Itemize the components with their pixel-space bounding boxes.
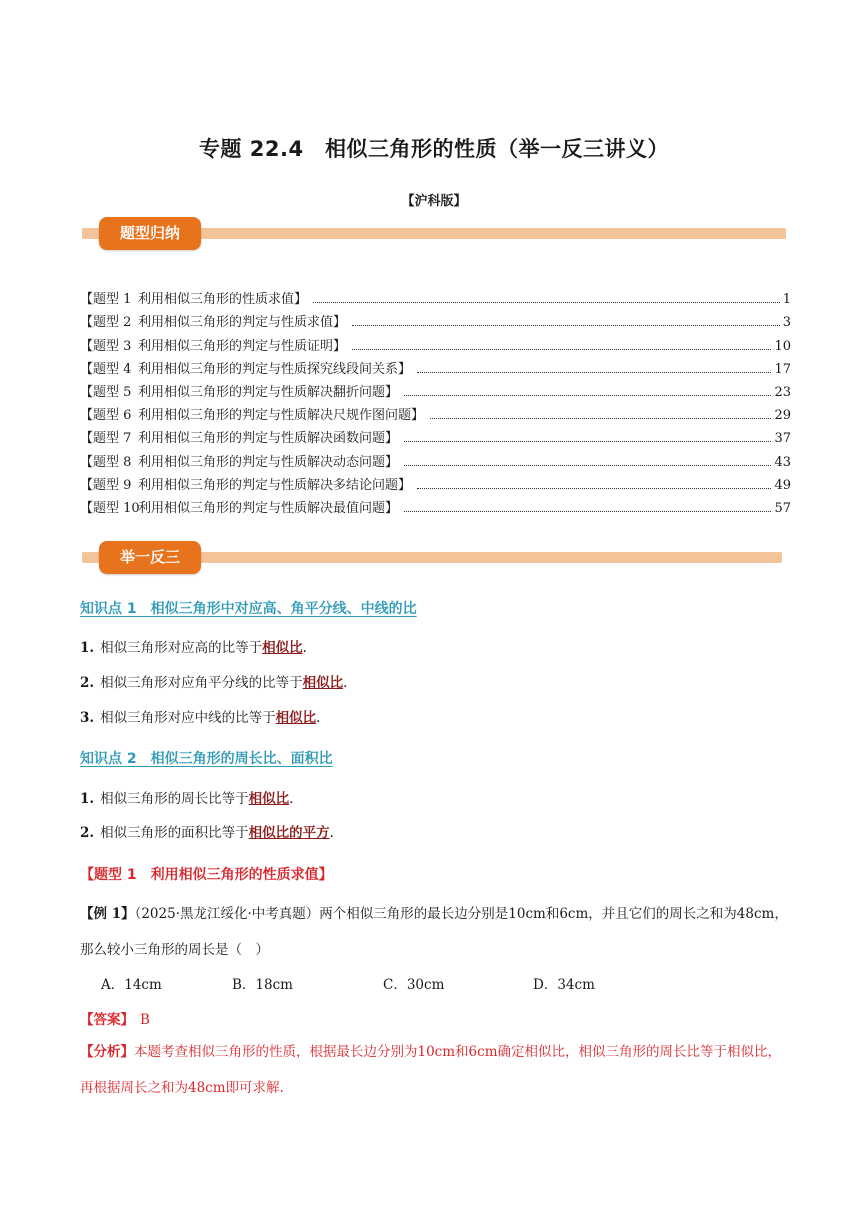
toc-entry[interactable] xyxy=(80,423,791,446)
section-tag-practice: 举一反三 xyxy=(99,541,201,574)
knowledge1-item-1 xyxy=(80,636,307,656)
toc-leader-dots xyxy=(352,339,771,350)
edition-label: 【沪科版】 xyxy=(401,194,467,209)
item-answer: 相似比 xyxy=(302,675,344,691)
toc-leader-dots xyxy=(417,478,771,489)
toc-entry-page: 3 xyxy=(782,315,791,331)
item-text: 相似三角形的面积比等于 xyxy=(100,825,249,841)
toc-entry-number: 【题型 8 xyxy=(80,454,132,470)
toc-entry[interactable] xyxy=(80,470,791,493)
knowledge2-item-2 xyxy=(80,821,334,841)
toc-entry-title: 利用相似三角形的判定与性质解决最值问题】 xyxy=(138,500,399,516)
knowledge-point-1-title: 知识点 1 相似三角形中对应高、角平分线、中线的比 xyxy=(80,601,417,617)
answer-label: 【答案】 xyxy=(80,1012,134,1028)
toc-entry-title: 利用相似三角形的判定与性质求值】 xyxy=(138,315,347,331)
toc-entry[interactable] xyxy=(80,330,791,353)
item-answer: 相似比 xyxy=(275,710,317,726)
toc-leader-dots xyxy=(404,431,771,442)
toc-leader-dots xyxy=(430,408,771,419)
item-text: 相似三角形对应中线的比等于 xyxy=(100,710,276,726)
item-end: . xyxy=(302,640,307,656)
toc-entry-page: 17 xyxy=(774,361,791,377)
toc-entry-number: 【题型 1 xyxy=(80,292,132,308)
toc-entry-page: 23 xyxy=(774,384,791,400)
toc-entry[interactable] xyxy=(80,284,791,307)
analysis-paragraph xyxy=(80,1034,790,1106)
toc-entry-page: 57 xyxy=(774,500,791,516)
toc-entry-title: 利用相似三角形的性质求值】 xyxy=(138,292,308,308)
item-text: 相似三角形对应高的比等于 xyxy=(100,640,263,656)
toc-entry-page: 1 xyxy=(782,292,791,308)
option-a: A．14cm xyxy=(101,977,162,993)
toc-entry-page: 49 xyxy=(774,477,791,493)
toc-leader-dots xyxy=(313,292,780,303)
item-end: . xyxy=(329,825,334,841)
toc-entry-title: 利用相似三角形的判定与性质解决翻折问题】 xyxy=(138,384,399,400)
toc-leader-dots xyxy=(404,455,771,466)
toc-entry-number: 【题型 6 xyxy=(80,408,132,424)
toc-entry-page: 37 xyxy=(774,431,791,447)
toc-leader-dots xyxy=(404,385,771,396)
toc-entry[interactable] xyxy=(80,400,791,423)
item-end: . xyxy=(289,791,294,807)
toc-entry-title: 利用相似三角形的判定与性质解决函数问题】 xyxy=(138,431,399,447)
item-number: 2. xyxy=(80,675,95,691)
toc-entry-page: 43 xyxy=(774,454,791,470)
toc-entry[interactable] xyxy=(80,493,791,516)
item-number: 1. xyxy=(80,640,95,656)
toc-entry[interactable] xyxy=(80,377,791,400)
item-number: 2. xyxy=(80,825,95,841)
toc-entry-title: 利用相似三角形的判定与性质证明】 xyxy=(138,338,347,354)
option-b: B．18cm xyxy=(232,977,293,993)
item-text: 相似三角形对应角平分线的比等于 xyxy=(100,675,303,691)
toc-entry-number: 【题型 5 xyxy=(80,384,132,400)
item-end: . xyxy=(343,675,348,691)
option-d: D．34cm xyxy=(533,977,595,993)
item-answer: 相似比 xyxy=(248,791,290,807)
document-title: 专题 22.4 相似三角形的性质（举一反三讲义） xyxy=(198,137,670,161)
toc-entry-number: 【题型 10 xyxy=(80,500,140,516)
toc-leader-dots xyxy=(404,501,771,512)
toc-entry[interactable] xyxy=(80,446,791,469)
toc-entry-number: 【题型 2 xyxy=(80,315,132,331)
section-tag-summary: 题型归纳 xyxy=(99,217,201,250)
toc-entry-number: 【题型 9 xyxy=(80,477,132,493)
example-label: 【例 1】 xyxy=(80,906,135,922)
knowledge2-item-1 xyxy=(80,787,293,807)
item-answer: 相似比 xyxy=(262,640,303,656)
toc-entry-number: 【题型 4 xyxy=(80,361,132,377)
answer-line xyxy=(80,1008,150,1028)
item-number: 1. xyxy=(80,791,95,807)
knowledge1-item-2 xyxy=(80,671,347,691)
toc-entry-title: 利用相似三角形的判定与性质解决动态问题】 xyxy=(138,454,399,470)
item-answer: 相似比的平方 xyxy=(248,825,330,841)
type1-heading: 【题型 1 利用相似三角形的性质求值】 xyxy=(80,867,333,883)
answer-value: B xyxy=(140,1012,150,1028)
toc-entry-title: 利用相似三角形的判定与性质探究线段间关系】 xyxy=(138,361,412,377)
option-c: C．30cm xyxy=(383,977,445,993)
item-end: . xyxy=(316,710,321,726)
toc-entry-page: 29 xyxy=(774,408,791,424)
analysis-label: 【分析】 xyxy=(80,1044,134,1060)
toc-entry-number: 【题型 3 xyxy=(80,338,132,354)
toc-entry[interactable] xyxy=(80,307,791,330)
toc-leader-dots xyxy=(417,362,771,373)
example-text: （2025·黑龙江绥化·中考真题）两个相似三角形的最长边分别是10cm和6cm，并且它们的周长之和为48cm，那么较小三角形的周长是（ ） xyxy=(80,906,788,958)
toc-entry[interactable] xyxy=(80,354,791,377)
toc-entry-number: 【题型 7 xyxy=(80,431,132,447)
table-of-contents xyxy=(80,284,791,516)
analysis-text: 本题考查相似三角形的性质，根据最长边分别为10cm和6cm确定相似比，相似三角形的周长比等于相似比，再根据周长之和为48cm即可求解. xyxy=(80,1044,781,1096)
knowledge1-item-3 xyxy=(80,706,320,726)
toc-entry-title: 利用相似三角形的判定与性质解决多结论问题】 xyxy=(138,477,412,493)
knowledge-point-2-title: 知识点 2 相似三角形的周长比、面积比 xyxy=(80,751,333,767)
toc-entry-page: 10 xyxy=(774,338,791,354)
item-text: 相似三角形的周长比等于 xyxy=(100,791,249,807)
toc-entry-title: 利用相似三角形的判定与性质解决尺规作图问题】 xyxy=(138,408,425,424)
toc-leader-dots xyxy=(352,315,780,326)
item-number: 3. xyxy=(80,710,95,726)
example-1 xyxy=(80,896,790,968)
